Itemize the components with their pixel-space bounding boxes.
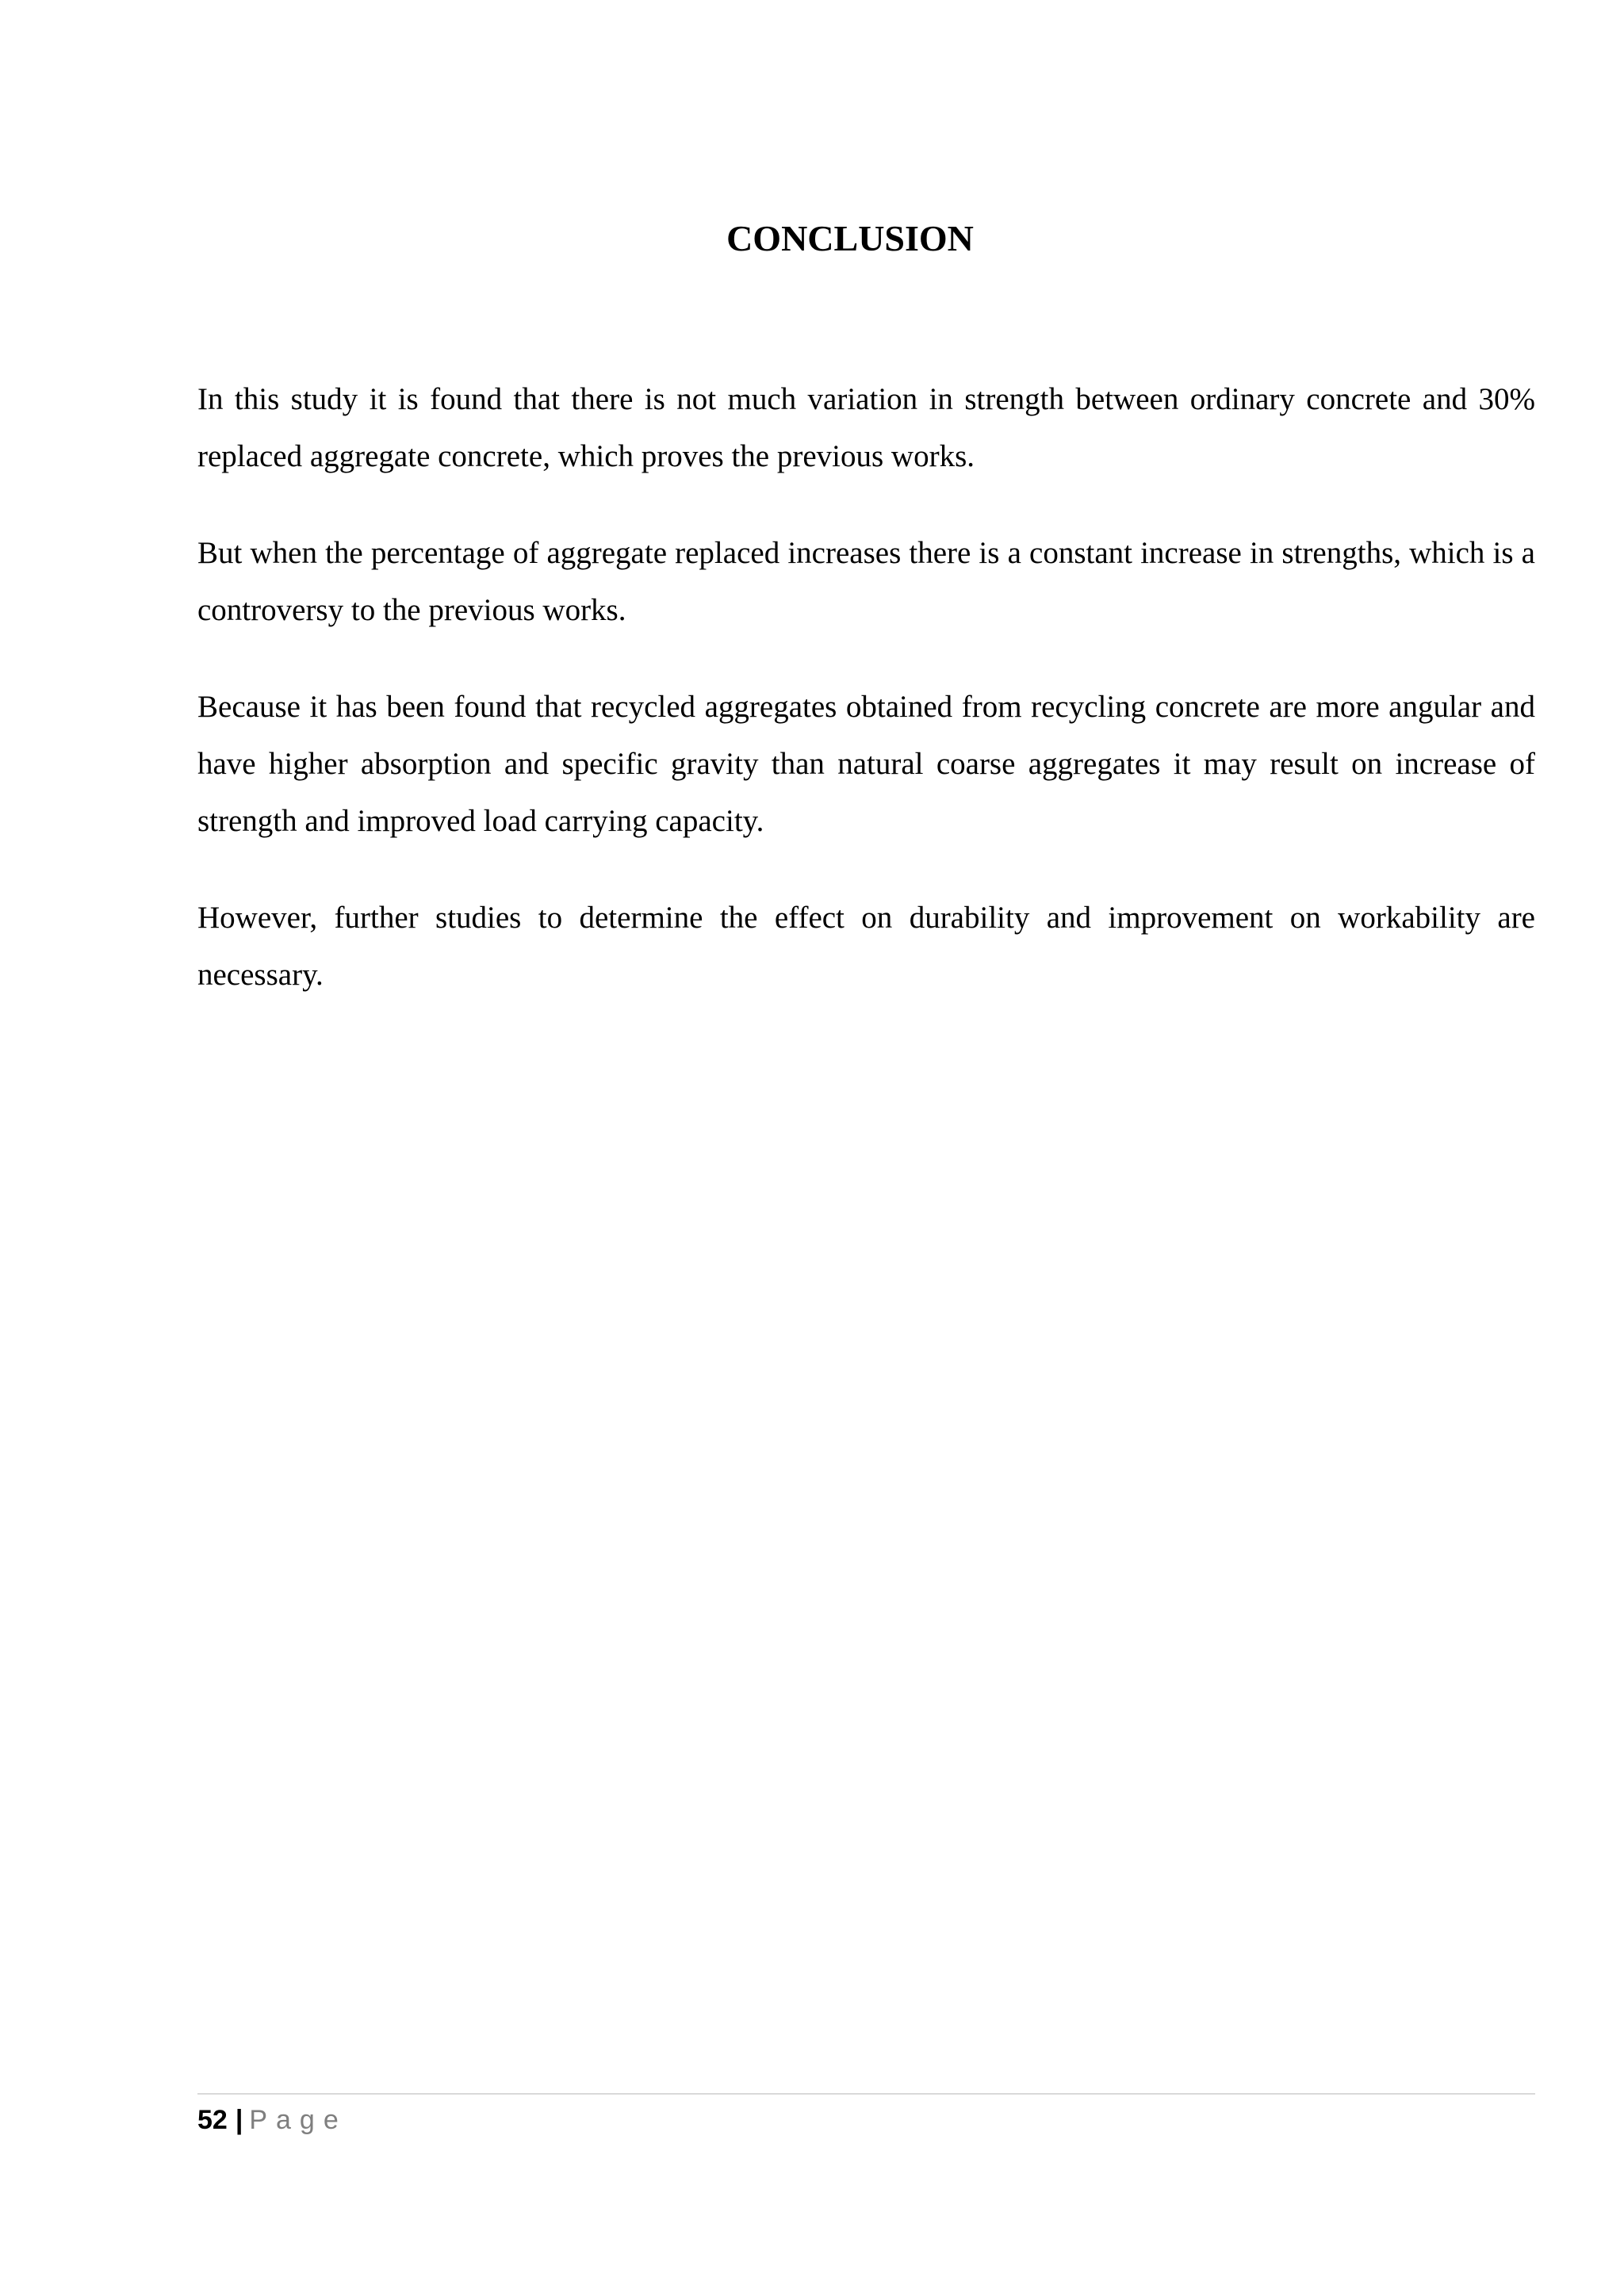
- paragraph-3: Because it has been found that recycled aggregates obtained from recycling concrete are more angular and have higher absorption and specific gravity than natural coarse aggregates it may result on increase of strength and improved load carrying capacity.: [197, 690, 1535, 838]
- paragraph-1: In this study it is found that there is not much variation in strength between ordinary concrete and 30% replaced aggregate concrete, which proves the previous works.: [197, 382, 1535, 473]
- page-title: CONCLUSION: [726, 218, 974, 258]
- page-footer: [197, 2101, 347, 2139]
- body-text: [197, 371, 1535, 1043]
- page-label: Page: [249, 2105, 347, 2135]
- paragraph-4: However, further studies to determine the effect on durability and improvement on workability are necessary.: [197, 901, 1535, 992]
- paragraph-2: But when the percentage of aggregate replaced increases there is a constant increase in strengths, which is a controversy to the previous works.: [197, 536, 1535, 627]
- footer-divider: [197, 2093, 1535, 2095]
- page-number: 52: [197, 2105, 228, 2135]
- footer-separator: |: [235, 2105, 243, 2135]
